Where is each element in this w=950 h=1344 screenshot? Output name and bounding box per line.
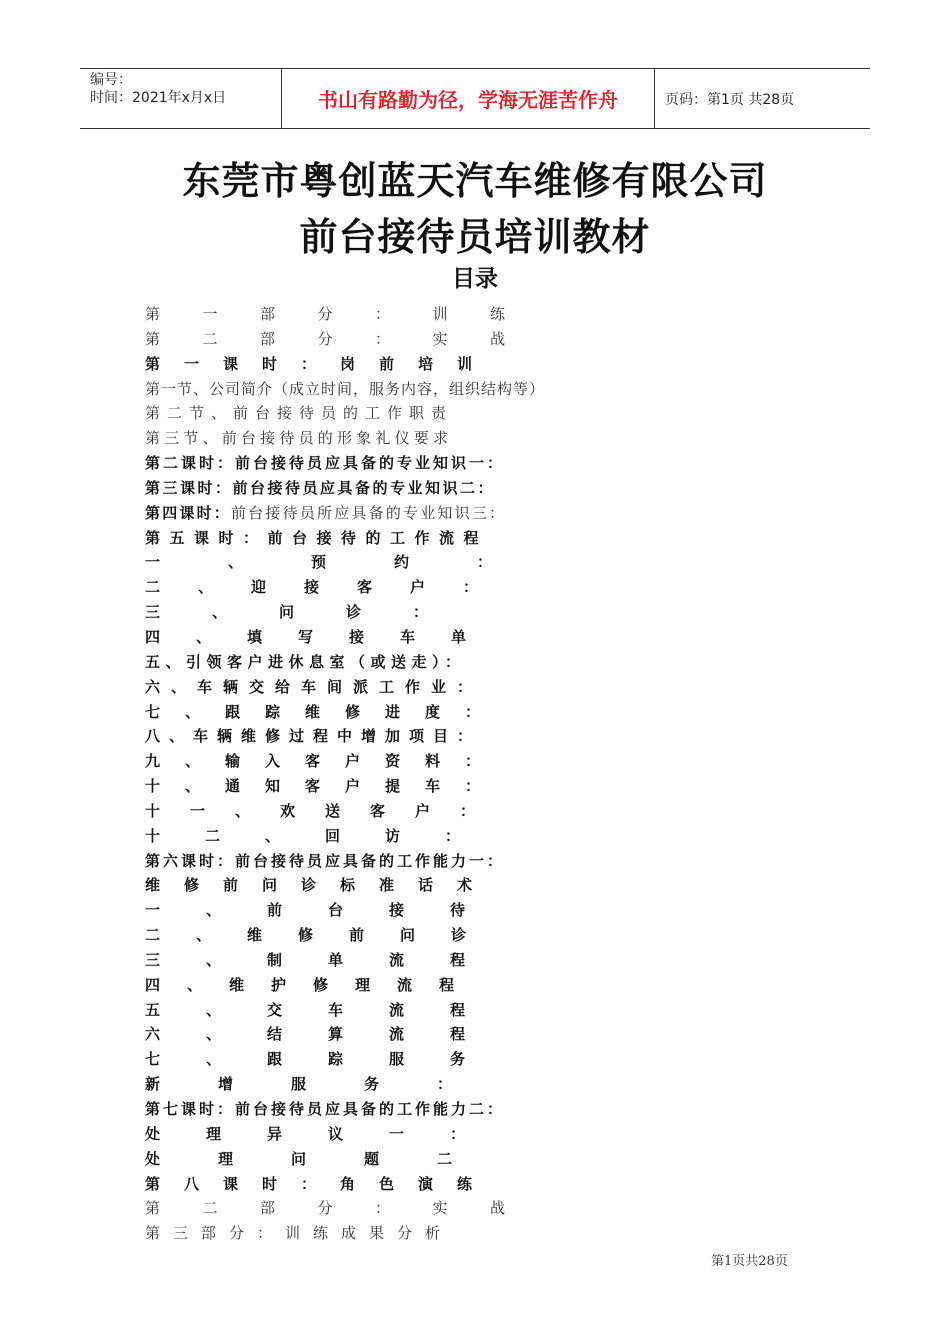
toc-entry[interactable]: [145, 327, 807, 352]
toc-entry[interactable]: [145, 1172, 807, 1197]
toc-entry[interactable]: [145, 824, 807, 849]
toc-entry-label: 第四课时：前台接待员所应具备的专业知识三：: [145, 503, 507, 522]
toc-entry[interactable]: [145, 923, 807, 948]
header-meta: [80, 69, 282, 128]
toc-entry[interactable]: [145, 1097, 807, 1122]
toc-entry-label: 第三节、前台接待员的形象礼仪要求: [145, 429, 453, 448]
toc-entry-label: 第一节、公司简介（成立时间，服务内容，组织结构等）: [145, 379, 546, 398]
toc-entry-label: 维修前问诊标准话术: [145, 876, 497, 895]
toc-entry[interactable]: [145, 550, 807, 575]
toc-entry[interactable]: [145, 501, 807, 526]
toc-entry-label: 八、车辆维修过程中增加项目：: [145, 727, 482, 746]
toc-entry[interactable]: [145, 973, 807, 998]
toc-entry[interactable]: [145, 451, 807, 476]
toc-entry-label: 三、制单流程: [145, 950, 512, 969]
toc-entry-label: 七、跟踪服务: [145, 1050, 512, 1069]
toc-entry-label: 二、维修前问诊: [145, 926, 503, 945]
document-title: 前台接待员培训教材: [299, 215, 651, 259]
toc-entry[interactable]: [145, 650, 807, 675]
toc-entry-label: 四、填写接车单: [145, 627, 503, 646]
company-title: 东莞市粤创蓝天汽车维修有限公司: [182, 159, 768, 203]
toc-entry-label: 六、结算流程: [145, 1025, 512, 1044]
toc-entry[interactable]: [145, 799, 807, 824]
toc-entry-label: 处理问题二: [145, 1149, 511, 1168]
toc-entry[interactable]: [145, 401, 807, 426]
toc-entry[interactable]: [145, 302, 807, 327]
toc-entry-label: 第六课时：前台接待员应具备的工作能力一：: [145, 851, 506, 870]
toc-heading: 目录: [452, 266, 498, 292]
toc-entry-label: 一、预约：: [145, 553, 561, 572]
toc-entry-label: 五、引领客户进休息室（或送走）：: [145, 652, 466, 671]
header-page-info: 页码：第1页 共28页: [665, 91, 795, 108]
page-header: [80, 68, 870, 129]
toc-entry-label: 十一、欢送客户：: [145, 801, 506, 820]
toc-entry-label: 第五课时：前台接待的工作流程: [145, 528, 489, 547]
toc-entry-label: 第二部分：实战: [145, 329, 548, 348]
toc-entry-label: 第二节、前台接待员的工作职责: [145, 404, 454, 423]
toc-entry[interactable]: [145, 675, 807, 700]
toc-entry-label: 十二、回访：: [145, 826, 506, 845]
toc-entry-label: 处理异议一：: [145, 1124, 512, 1143]
toc-entry-label: 三、问诊：: [145, 603, 481, 622]
toc-entry[interactable]: [145, 476, 807, 501]
toc-entry[interactable]: [145, 352, 807, 377]
toc-entry-label: 第二课时：前台接待员应具备的专业知识一：: [145, 454, 506, 473]
toc-entry[interactable]: [145, 1022, 807, 1047]
doc-date: 时间：2021年x月x日: [90, 90, 227, 106]
toc-entry[interactable]: [145, 998, 807, 1023]
toc-entry[interactable]: [145, 625, 807, 650]
toc-entry-label: 第一课时：岗前培训: [145, 354, 497, 373]
toc-entry[interactable]: [145, 600, 807, 625]
toc-entry[interactable]: [145, 1196, 807, 1221]
toc-entry-label: 第一部分：训练: [145, 305, 548, 323]
toc-entry[interactable]: [145, 1047, 807, 1072]
toc-entry-label: 四、维护修理流程: [145, 975, 482, 994]
toc-entry[interactable]: [145, 774, 807, 799]
toc-entry[interactable]: [145, 575, 807, 600]
toc-entry-label: 七、跟踪维修进度：: [145, 702, 506, 721]
toc-entry-label: 六、车辆交给车间派工作业：: [145, 677, 484, 696]
header-motto: 书山有路勤为径，学海无涯苦作舟: [282, 69, 655, 128]
toc-entry[interactable]: [145, 377, 807, 402]
toc-entry[interactable]: [145, 1221, 807, 1246]
toc-entry[interactable]: [145, 526, 807, 551]
page-footer: 第1页共28页: [711, 1254, 788, 1269]
toc-entry-label: 五、交车流程: [145, 1000, 512, 1019]
toc-entry-label: 第三课时：前台接待员应具备的专业知识二：: [145, 478, 496, 497]
toc-entry[interactable]: [145, 898, 807, 923]
toc-entry[interactable]: [145, 724, 807, 749]
toc-entry[interactable]: [145, 849, 807, 874]
toc-entry[interactable]: [145, 873, 807, 898]
toc-entry-label: 第七课时：前台接待员应具备的工作能力二：: [145, 1100, 506, 1118]
toc-entry[interactable]: [145, 426, 807, 451]
toc-entry-label: 第二部分：实战: [145, 1199, 548, 1218]
table-of-contents: [145, 302, 807, 1246]
toc-entry-label: 一、前台接待: [145, 901, 512, 920]
toc-entry-label: 二、迎接客户：: [145, 578, 517, 597]
toc-entry-label: 新增服务：: [145, 1075, 511, 1094]
toc-entry-label: 十、通知客户提车：: [145, 777, 506, 796]
toc-entry-label: 第三部分：训练成果分析: [145, 1224, 454, 1243]
toc-entry-label: 第八课时：角色演练: [145, 1174, 497, 1193]
toc-entry[interactable]: [145, 749, 807, 774]
doc-number-label: 编号：: [90, 72, 132, 88]
toc-entry[interactable]: [145, 1072, 807, 1097]
toc-entry[interactable]: [145, 1122, 807, 1147]
toc-entry[interactable]: [145, 700, 807, 725]
toc-entry-label: 九、输入客户资料：: [145, 752, 506, 771]
toc-entry[interactable]: [145, 948, 807, 973]
toc-entry[interactable]: [145, 1147, 807, 1172]
